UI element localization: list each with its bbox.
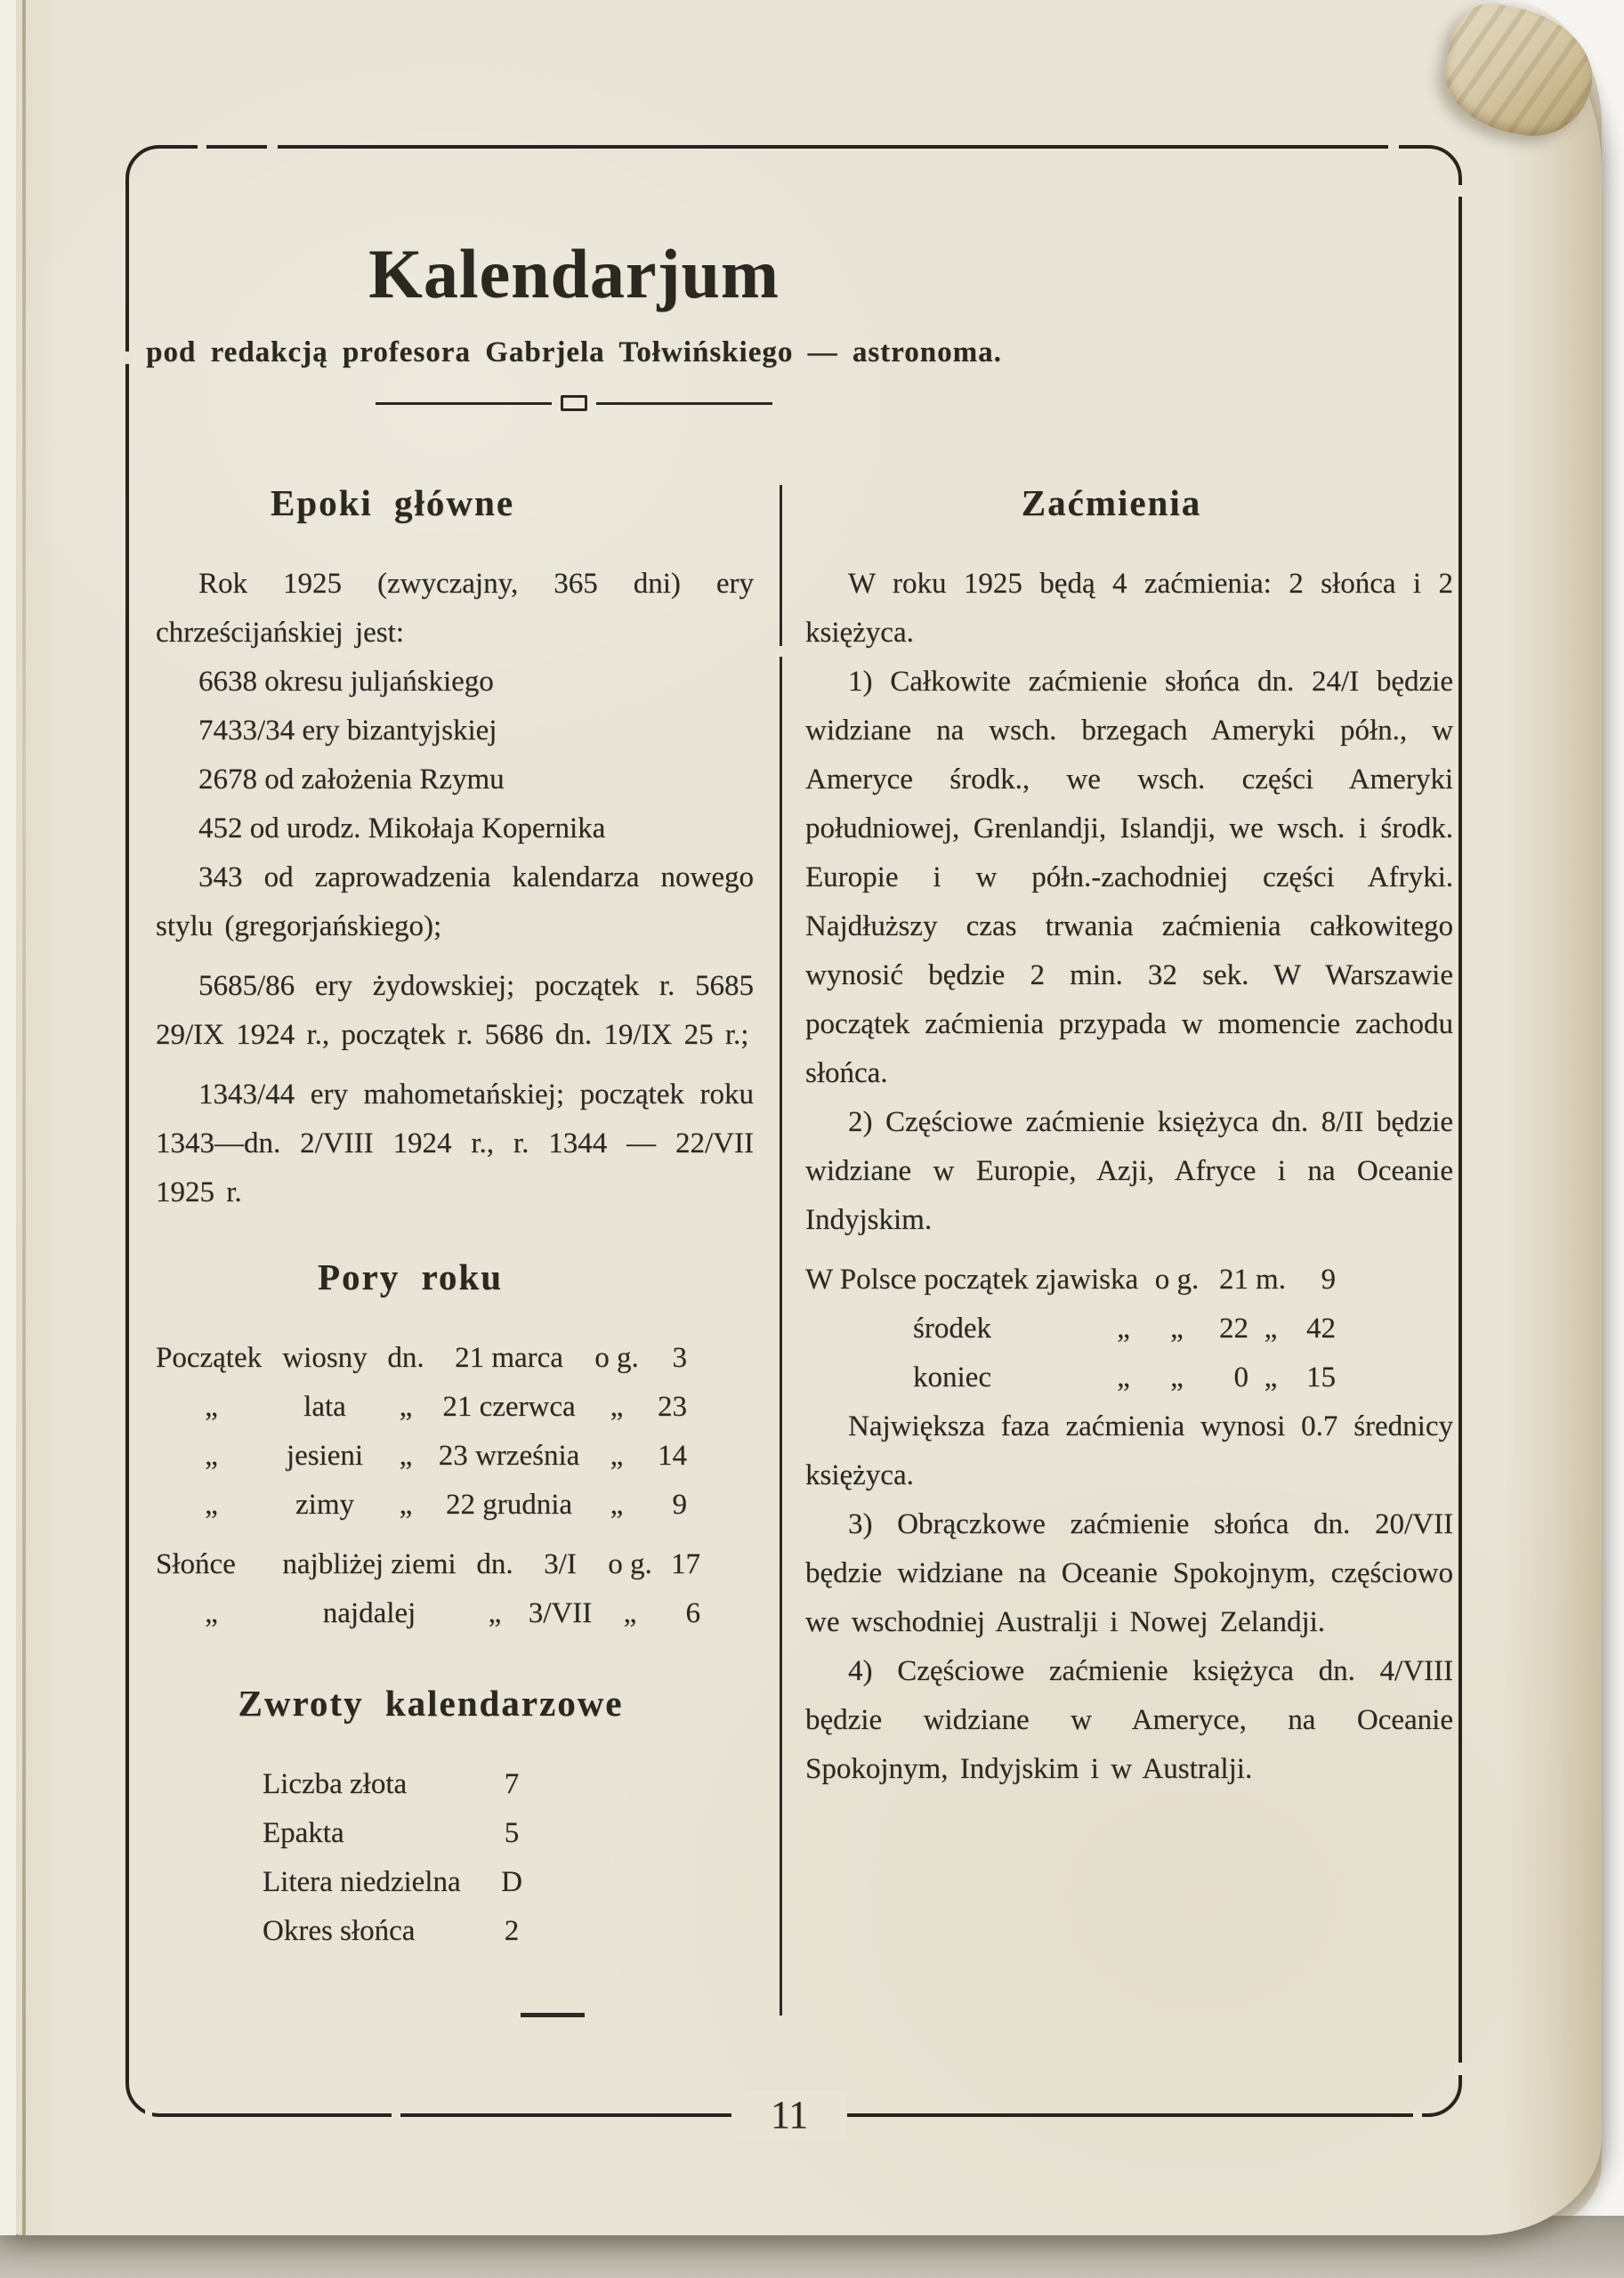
frame-ink-gap — [145, 2105, 152, 2116]
column-divider — [780, 485, 782, 2015]
zwroty-label: Liczba złota — [263, 1768, 408, 1800]
ditto-mark: „ — [1264, 1313, 1278, 1345]
season-hour: 23 — [658, 1391, 687, 1423]
poland-hour: 21 — [1219, 1264, 1248, 1296]
frame-ink-gap — [1455, 185, 1465, 197]
eclipse-1-para: 1) Całkowite zaćmienie słońca dn. 24/I będzie widziane na wsch. brzegach Ameryki półn., w Ameryce środk., we wsch. części Ameryki południowej, Grenlandji, Islandji, we wsch. i środk. Europie i w półn.-zachodniej części Afryki. Najdłuższy czas trwania zaćmienia całkowitego wynosić będzie 2 min. 32 sek. W Warszawie początek zaćmienia przypada w momencie zachodu słońca. — [805, 666, 1453, 1089]
zwroty-value: 5 — [504, 1817, 520, 1849]
season-col2: zimy — [295, 1489, 354, 1521]
zwroty-label: Epakta — [263, 1817, 344, 1849]
eclipse-3-para: 3) Obrączkowe zaćmienie słońca dn. 20/VII będzie widziane na Oceanie Spokojnym, częściowo we wschodniej Australji i Nowej Zelandji. — [805, 1508, 1453, 1638]
ornament-box-icon — [561, 395, 587, 411]
sun-hour: 6 — [685, 1597, 700, 1629]
season-col1: Początek — [156, 1342, 263, 1374]
sun-hour: 17 — [671, 1548, 700, 1580]
season-row — [156, 1432, 754, 1481]
season-col2: wiosny — [282, 1342, 368, 1374]
era-item: 7433/34 ery bizantyjskiej — [198, 715, 497, 747]
ditto-mark: „ — [205, 1440, 218, 1472]
sun-col2: najdalej — [322, 1597, 416, 1629]
ornament-line-right — [596, 402, 772, 405]
season-date: 21 marca — [455, 1342, 563, 1374]
sun-col5: o g. — [608, 1548, 652, 1580]
zwroty-row — [156, 1907, 754, 1956]
season-col2: jesieni — [286, 1440, 364, 1472]
poland-label: W Polsce początek zjawiska — [805, 1264, 1139, 1296]
para-gregorian: 343 od zaprowadzenia kalendarza nowego stylu (gregorjańskiego); — [156, 861, 754, 942]
ditto-mark: „ — [1170, 1313, 1184, 1345]
frame-ink-gap — [392, 2111, 400, 2120]
right-column — [805, 479, 1453, 1794]
eclipses-intro: W roku 1925 będą 4 zaćmienia: 2 słońca i 2 księżyca. — [805, 568, 1453, 649]
sun-distance-table — [156, 1540, 754, 1638]
poland-row — [805, 1256, 1453, 1305]
sun-col2: najbliżej ziemi — [282, 1548, 456, 1580]
ditto-mark: „ — [623, 1597, 637, 1629]
page-edge-shade — [1504, 0, 1602, 2235]
page-header — [133, 235, 1014, 411]
season-col2: lata — [303, 1391, 346, 1423]
era-item: 6638 okresu juljańskiego — [198, 666, 494, 698]
ornament-line-left — [376, 402, 552, 405]
era-item: 2678 od założenia Rzymu — [198, 763, 505, 796]
poland-hour: 0 — [1233, 1361, 1248, 1393]
season-hour: 9 — [672, 1489, 687, 1521]
ditto-mark: „ — [610, 1440, 624, 1472]
ditto-mark: „ — [1264, 1361, 1278, 1393]
sun-col3: dn. — [476, 1548, 513, 1580]
ditto-mark: „ — [205, 1597, 218, 1629]
max-phase-para: Największa faza zaćmienia wynosi 0.7 średnicy księżyca. — [805, 1410, 1453, 1491]
ditto-mark: „ — [1170, 1361, 1184, 1393]
season-col3: dn. — [387, 1342, 424, 1374]
zwroty-value: 7 — [504, 1768, 520, 1800]
poland-row — [805, 1305, 1453, 1353]
page-number: 11 — [731, 2089, 847, 2141]
frame-ink-gap — [1388, 142, 1399, 152]
poland-minute: 15 — [1306, 1361, 1336, 1393]
zwroty-label: Litera niedzielna — [263, 1866, 461, 1898]
zwroty-row — [156, 1809, 754, 1858]
para-jewish: 5685/86 ery żydowskiej; początek r. 5685 29/IX 1924 r., początek r. 5686 dn. 19/IX 25 r.; — [156, 970, 754, 1051]
zwroty-row — [156, 1858, 754, 1907]
poland-col5: m. — [1256, 1264, 1286, 1296]
seasons-table — [156, 1334, 754, 1530]
poland-label: środek — [913, 1313, 991, 1345]
zwroty-value: 2 — [504, 1915, 520, 1947]
poland-minute: 9 — [1321, 1264, 1336, 1296]
ditto-mark: „ — [488, 1597, 502, 1629]
page-subtitle: pod redakcją profesora Gabrjela Tołwińskiego — astronoma. — [146, 336, 1002, 368]
heading-zwroty-kalendarzowe: Zwroty kalendarzowe — [238, 1683, 624, 1724]
ditto-mark: „ — [399, 1391, 413, 1423]
poland-minute: 42 — [1306, 1313, 1336, 1345]
epoki-intro: Rok 1925 (zwyczajny, 365 dni) ery chrześcijańskiej jest: — [156, 568, 754, 649]
eclipse-2-para: 2) Częściowe zaćmienie księżyca dn. 8/II będzie widziane w Europie, Azji, Afryce i na Oceanie Indyjskim. — [805, 1106, 1453, 1236]
divider-ornament — [133, 395, 1014, 411]
ditto-mark: „ — [610, 1489, 624, 1521]
season-date: 23 września — [438, 1440, 580, 1472]
heading-epoki-glowne: Epoki główne — [270, 482, 515, 523]
para-muslim: 1343/44 ery mahometańskiej; początek roku 1343—dn. 2/VIII 1924 r., r. 1344 — 22/VII 1925 r. — [156, 1078, 754, 1208]
ditto-mark: „ — [610, 1391, 624, 1423]
sun-row — [156, 1589, 754, 1638]
season-row — [156, 1334, 754, 1383]
season-hour: 14 — [658, 1440, 687, 1472]
zwroty-row — [156, 1760, 754, 1809]
poland-row — [805, 1353, 1453, 1402]
era-item: 452 od urodz. Mikołaja Kopernika — [198, 812, 606, 844]
poland-hour: 22 — [1219, 1313, 1248, 1345]
sun-col1: Słońce — [156, 1548, 236, 1580]
frame-ink-gap — [123, 351, 133, 364]
ditto-mark: „ — [399, 1489, 413, 1521]
zwroty-label: Okres słońca — [263, 1915, 416, 1947]
season-hour: 3 — [672, 1342, 687, 1374]
season-row — [156, 1383, 754, 1432]
divider-ink-gap — [778, 646, 785, 657]
poland-col3: o g. — [1154, 1264, 1200, 1296]
ditto-mark: „ — [205, 1489, 218, 1521]
ditto-mark: „ — [1117, 1361, 1130, 1393]
sun-date: 3/VII — [528, 1597, 593, 1629]
frame-ink-gap — [267, 142, 278, 152]
page-title: Kalendarjum — [368, 235, 780, 312]
adjacent-page-edge — [0, 0, 16, 2235]
heading-pory-roku: Pory roku — [317, 1256, 504, 1297]
binding-crease — [22, 0, 26, 2235]
poland-times-table — [805, 1256, 1453, 1402]
season-col5: o g. — [594, 1342, 639, 1374]
season-date: 21 czerwca — [442, 1391, 576, 1423]
frame-ink-gap — [1455, 2063, 1465, 2075]
ditto-mark: „ — [399, 1440, 413, 1472]
frame-ink-gap — [198, 142, 206, 152]
ditto-mark: „ — [1117, 1313, 1130, 1345]
season-row — [156, 1481, 754, 1530]
column-end-rule — [521, 2013, 585, 2017]
zwroty-table — [156, 1760, 754, 1956]
season-date: 22 grudnia — [445, 1489, 573, 1521]
poland-label: koniec — [913, 1361, 991, 1393]
eclipse-4-para: 4) Częściowe zaćmienie księżyca dn. 4/VIII będzie widziane w Ameryce, na Oceanie Spokojnym, Indyjskim i w Australji. — [805, 1655, 1453, 1785]
heading-zacmienia: Zaćmienia — [1021, 482, 1202, 523]
zwroty-value: D — [501, 1866, 522, 1898]
left-column — [156, 479, 754, 1956]
sun-date: 3/I — [544, 1548, 577, 1580]
sun-row — [156, 1540, 754, 1589]
frame-ink-gap — [1413, 2111, 1422, 2120]
ditto-mark: „ — [205, 1391, 218, 1423]
